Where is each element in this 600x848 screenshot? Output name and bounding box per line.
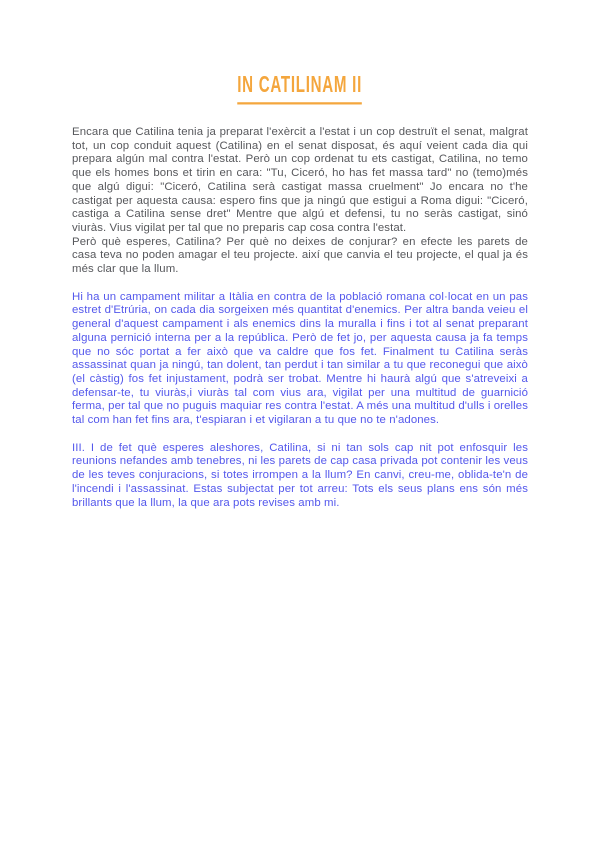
paragraph-1: Encara que Catilina tenia ja preparat l'exèrcit a l'estat i un cop destruït el senat, malgrat tot, un cop conduit aquest (Catilina) en el senat disposat, és aquí veient cada dia qui prepara algún mal contra l'estat. Però un cop ordenat tu ets castigat, Catilina, no temo que els homes bons et tirin en cara: "Tu, Ciceró, ho has fet massa tard" no (temo)més que algú digui: "Ciceró, Catilina serà castigat massa cruelment" Jo encara no t'he castigat per aquesta causa: espero fins que ja ningú que estigui a Roma digui: "Ciceró, castiga a Catilina sense dret" Mentre que algú et defensi, tu no seràs castigat, sinó viuràs. Vius vigilat per tal que no preparis cap cosa contra l'estat. <box>72 126 528 234</box>
paragraph-4: III. I de fet què esperes aleshores, Catilina, si ni tan sols cap nit pot enfosquir les reunions nefandes amb tenebres, ni les parets de cap casa privada pot contenir les veus de les teves conjuracions, si totes irrompen a la llum? En canvi, creu-me, oblida-te'n de l'incendi i l'assassinat. Estas subjectat per tot arreu: Tots els seus plans ens són més brillants que la llum, la que ara pots revises amb mi. <box>72 441 528 509</box>
title-container <box>72 72 528 101</box>
page-title: IN CATILINAM II <box>238 72 363 104</box>
document-body <box>72 126 528 510</box>
paragraph-2: Però què esperes, Catilina? Per què no deixes de conjurar? en efecte les parets de casa teva no poden amagar el teu projecte. així que canvia el teu projecte, el qual ja és més clar que la llum. <box>72 235 528 276</box>
paragraph-3: Hi ha un campament militar a Itàlia en contra de la població romana col·locat en un pas estret d'Etrúria, on cada dia sorgeixen més quantitat d'enemics. Per altra banda veieu el general d'aquest campament i als enemics dins la muralla i fins i tot al senat preparant alguna pernició interna per a la república. Però de fet jo, per aquesta causa ja fa temps que no sóc portat a fer això que va caldre que fos fet. Finalment tu Catilina seràs assassinat quan ja ningú, tan dolent, tan perdut i tan similar a tu que reconegui que això (el càstig) fos fet injustament, podrà ser trobat. Mentre hi haurà algú que s'atreveixi a defensar-te, tu viuràs,i viuràs tal com vius ara, vigilat per una multitud de guarnició ferma, per tal que no puguis maquiar res contra l'estat. A més una multitud d'ulls i orelles tal com han fet fins ara, t'espiaran i et vigilaran a tu que no te n'adones. <box>72 290 528 427</box>
